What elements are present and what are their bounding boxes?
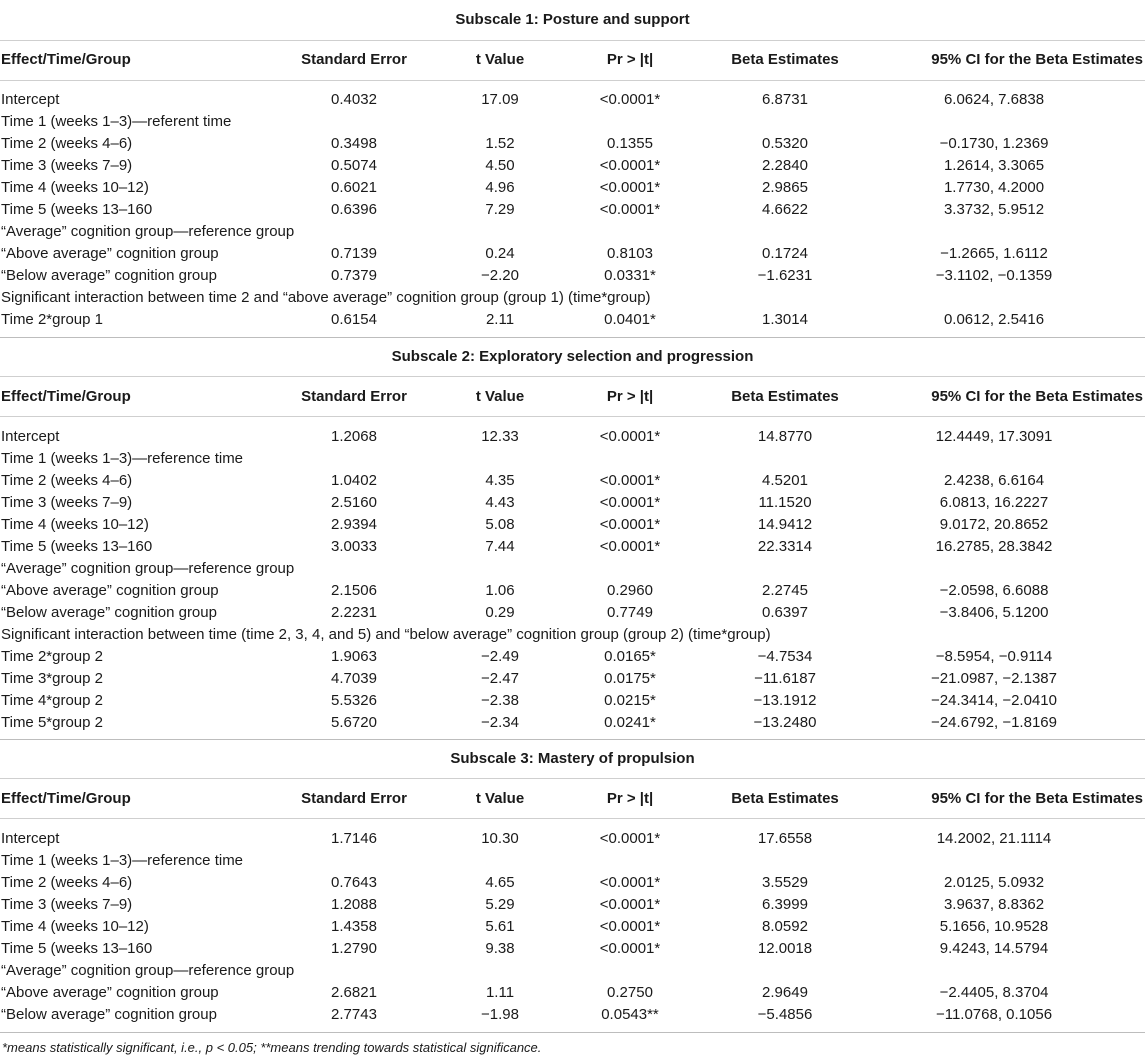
cell-p: 0.0543** [601,1006,659,1023]
cell-effect: “Below average” cognition group [1,267,217,284]
cell-effect: “Above average” cognition group [1,245,219,262]
footnote: *means statistically significant, i.e., p < 0.05; **means trending towards statistical significance. [2,1040,542,1055]
cell-p: <0.0001* [599,179,661,196]
table-row [0,221,1145,243]
cell-effect: Time 5*group 2 [1,714,103,731]
table-row [0,426,1145,448]
cell-effect: “Average” cognition group—reference group [1,223,295,240]
table-row [0,646,1145,668]
cell-p: 0.0165* [604,648,656,665]
col-ci: 95% CI for the Beta Estimates [931,790,1143,807]
cell-effect: Time 2*group 1 [1,311,103,328]
cell-ci: 2.4238, 6.6164 [943,472,1045,489]
table-row [0,155,1145,177]
table-row [0,287,1145,309]
col-effect: Effect/Time/Group [1,388,131,405]
cell-effect: “Below average” cognition group [1,1006,217,1023]
cell-beta: 6.3999 [762,896,808,913]
cell-effect: Intercept [1,428,60,445]
cell-beta: 6.8731 [762,91,808,108]
col-beta: Beta Estimates [731,790,839,807]
cell-beta: −5.4856 [757,1006,813,1023]
cell-ci: −3.8406, 5.1200 [939,604,1049,621]
cell-effect: Time 1 (weeks 1–3)—referent time [1,113,232,130]
table-row [0,828,1145,850]
cell-se: 3.0033 [331,538,377,555]
cell-p: 0.8103 [607,245,653,262]
cell-p: 0.2750 [607,984,653,1001]
table-row [0,199,1145,221]
cell-effect: Time 4 (weeks 10–12) [1,516,149,533]
table-row [0,309,1145,331]
cell-ci: 1.2614, 3.3065 [943,157,1045,174]
cell-p: <0.0001* [599,874,661,891]
table-row [0,558,1145,580]
col-p: Pr > |t| [606,51,654,68]
cell-p: <0.0001* [599,472,661,489]
divider [0,376,1145,377]
cell-p: <0.0001* [599,830,661,847]
cell-effect: “Below average” cognition group [1,604,217,621]
col-ci: 95% CI for the Beta Estimates [931,51,1143,68]
cell-p: <0.0001* [599,494,661,511]
cell-se: 2.2231 [331,604,377,621]
col-beta: Beta Estimates [731,51,839,68]
cell-ci: −2.0598, 6.6088 [939,582,1049,599]
cell-ci: −24.6792, −1.8169 [931,714,1057,731]
cell-p: 0.0175* [604,670,656,687]
cell-ci: 12.4449, 17.3091 [935,428,1053,445]
cell-effect: “Average” cognition group—reference group [1,962,295,979]
cell-beta: 0.5320 [762,135,808,152]
cell-p: 0.2960 [607,582,653,599]
cell-se: 5.5326 [331,692,377,709]
cell-se: 0.3498 [331,135,377,152]
cell-p: 0.0241* [604,714,656,731]
cell-se: 0.6396 [331,201,377,218]
cell-se: 1.2790 [331,940,377,957]
table-row [0,872,1145,894]
col-se: Standard Error [301,388,407,405]
cell-ci: 5.1656, 10.9528 [939,918,1049,935]
cell-beta: 0.6397 [762,604,808,621]
cell-beta: 4.6622 [762,201,808,218]
table-row [0,894,1145,916]
col-t: t Value [475,790,525,807]
cell-t: 5.29 [485,896,515,913]
table-row [0,960,1145,982]
divider [0,337,1145,338]
cell-effect: Time 3 (weeks 7–9) [1,896,133,913]
cell-se: 2.6821 [331,984,377,1001]
cell-ci: 6.0813, 16.2227 [939,494,1049,511]
cell-ci: 9.0172, 20.8652 [939,516,1049,533]
cell-t: 10.30 [481,830,519,847]
cell-effect: Time 3 (weeks 7–9) [1,494,133,511]
cell-p: <0.0001* [599,896,661,913]
table-row [0,492,1145,514]
cell-beta: −11.6187 [754,670,816,687]
table-row [0,690,1145,712]
cell-se: 1.4358 [331,918,377,935]
cell-t: 17.09 [481,91,519,108]
cell-se: 1.9063 [331,648,377,665]
table-row [0,1004,1145,1026]
cell-p: <0.0001* [599,428,661,445]
cell-beta: −13.2480 [753,714,817,731]
cell-p: <0.0001* [599,538,661,555]
cell-beta: 4.5201 [762,472,808,489]
cell-t: 4.96 [485,179,515,196]
cell-effect: “Above average” cognition group [1,984,219,1001]
col-se: Standard Error [301,790,407,807]
table-row [0,712,1145,734]
divider [0,739,1145,740]
cell-ci: 6.0624, 7.6838 [943,91,1045,108]
subscale-2-title: Subscale 2: Exploratory selection and progression [391,348,754,365]
divider [0,416,1145,417]
cell-effect: “Average” cognition group—reference group [1,560,295,577]
col-ci: 95% CI for the Beta Estimates [931,388,1143,405]
divider [0,80,1145,81]
cell-effect: Time 5 (weeks 13–160 [1,201,153,218]
cell-t: 0.29 [485,604,515,621]
cell-effect: Significant interaction between time (time 2, 3, 4, and 5) and “below average” cognition group (group 2) (time*group) [1,626,771,643]
cell-beta: 2.2840 [762,157,808,174]
cell-ci: 1.7730, 4.2000 [943,179,1045,196]
cell-effect: Time 3 (weeks 7–9) [1,157,133,174]
cell-p: 0.0331* [604,267,656,284]
cell-beta: 11.1520 [758,494,812,511]
cell-beta: 14.8770 [757,428,813,445]
cell-se: 0.6021 [331,179,377,196]
cell-se: 1.2088 [331,896,377,913]
cell-se: 0.5074 [331,157,377,174]
cell-effect: Time 2 (weeks 4–6) [1,874,133,891]
cell-effect: Intercept [1,830,60,847]
cell-p: <0.0001* [599,516,661,533]
cell-t: 4.50 [485,157,515,174]
cell-se: 0.4032 [331,91,377,108]
cell-beta: 17.6558 [757,830,813,847]
col-effect: Effect/Time/Group [1,790,131,807]
cell-effect: Time 2 (weeks 4–6) [1,135,133,152]
cell-effect: Intercept [1,91,60,108]
cell-ci: −11.0768, 0.1056 [935,1006,1053,1023]
cell-ci: −2.4405, 8.3704 [939,984,1049,1001]
cell-t: 12.33 [481,428,519,445]
cell-t: 7.29 [485,201,515,218]
cell-t: 5.61 [485,918,515,935]
col-t: t Value [475,51,525,68]
table-row [0,624,1145,646]
cell-t: 5.08 [485,516,515,533]
cell-t: 4.65 [485,874,515,891]
cell-ci: −24.3414, −2.0410 [931,692,1057,709]
cell-beta: 2.9649 [762,984,808,1001]
cell-t: −2.38 [481,692,519,709]
cell-ci: 2.0125, 5.0932 [943,874,1045,891]
cell-beta: 14.9412 [757,516,813,533]
table-row [0,536,1145,558]
cell-t: 9.38 [485,940,515,957]
cell-se: 2.5160 [331,494,377,511]
table-row [0,602,1145,624]
cell-effect: “Above average” cognition group [1,582,219,599]
col-t: t Value [475,388,525,405]
table-row [0,938,1145,960]
cell-se: 2.7743 [331,1006,377,1023]
divider [0,818,1145,819]
cell-se: 1.2068 [331,428,377,445]
cell-effect: Time 3*group 2 [1,670,103,687]
cell-t: 0.24 [485,245,515,262]
cell-p: 0.0215* [604,692,656,709]
cell-beta: −4.7534 [757,648,813,665]
cell-effect: Time 4 (weeks 10–12) [1,179,149,196]
cell-ci: −8.5954, −0.9114 [935,648,1053,665]
cell-t: −2.47 [481,670,519,687]
cell-ci: 9.4243, 14.5794 [939,940,1049,957]
cell-p: <0.0001* [599,91,661,108]
table-row [0,850,1145,872]
cell-effect: Time 4 (weeks 10–12) [1,918,149,935]
subscale-3-title: Subscale 3: Mastery of propulsion [450,750,695,767]
cell-p: 0.1355 [607,135,653,152]
table-row [0,89,1145,111]
cell-se: 2.9394 [331,516,377,533]
cell-p: 0.0401* [604,311,656,328]
table-row [0,133,1145,155]
cell-effect: Time 1 (weeks 1–3)—reference time [1,450,244,467]
cell-effect: Time 2*group 2 [1,648,103,665]
col-p: Pr > |t| [606,388,654,405]
col-beta: Beta Estimates [731,388,839,405]
cell-t: 2.11 [485,311,515,328]
cell-se: 0.7379 [331,267,377,284]
cell-se: 0.6154 [331,311,377,328]
cell-ci: −0.1730, 1.2369 [939,135,1049,152]
cell-effect: Time 1 (weeks 1–3)—reference time [1,852,244,869]
cell-effect: Time 5 (weeks 13–160 [1,940,153,957]
cell-t: −2.20 [481,267,519,284]
table-row [0,470,1145,492]
cell-se: 0.7643 [331,874,377,891]
header-row [0,49,1145,71]
table-row [0,243,1145,265]
cell-p: <0.0001* [599,201,661,218]
cell-t: 4.43 [485,494,515,511]
table-row [0,982,1145,1004]
table-row [0,177,1145,199]
cell-p: <0.0001* [599,157,661,174]
cell-t: 1.11 [485,984,515,1001]
cell-beta: 2.2745 [762,582,808,599]
cell-effect: Time 2 (weeks 4–6) [1,472,133,489]
cell-ci: 3.3732, 5.9512 [943,201,1045,218]
subscale-1-title: Subscale 1: Posture and support [455,11,690,28]
table-row [0,448,1145,470]
cell-ci: 3.9637, 8.8362 [943,896,1045,913]
divider [0,40,1145,41]
cell-se: 1.0402 [331,472,377,489]
cell-beta: 8.0592 [762,918,808,935]
cell-t: −2.34 [481,714,519,731]
cell-t: 4.35 [485,472,515,489]
cell-beta: 2.9865 [762,179,808,196]
table-row [0,265,1145,287]
cell-effect: Time 5 (weeks 13–160 [1,538,153,555]
table-row [0,580,1145,602]
cell-beta: 1.3014 [762,311,808,328]
header-row [0,386,1145,408]
cell-beta: 0.1724 [762,245,808,262]
cell-t: −1.98 [481,1006,519,1023]
cell-beta: 3.5529 [762,874,808,891]
cell-p: <0.0001* [599,918,661,935]
cell-beta: 12.0018 [757,940,813,957]
cell-t: 7.44 [485,538,515,555]
cell-se: 0.7139 [331,245,377,262]
divider [0,1032,1145,1033]
col-p: Pr > |t| [606,790,654,807]
cell-p: 0.7749 [607,604,653,621]
table-row [0,514,1145,536]
cell-effect: Time 4*group 2 [1,692,103,709]
table-row [0,111,1145,133]
cell-beta: −13.1912 [753,692,817,709]
cell-t: −2.49 [481,648,519,665]
cell-ci: −21.0987, −2.1387 [931,670,1057,687]
cell-se: 4.7039 [331,670,377,687]
cell-se: 5.6720 [331,714,377,731]
cell-t: 1.06 [485,582,515,599]
cell-ci: −3.1102, −0.1359 [935,267,1053,284]
cell-effect: Significant interaction between time 2 and “above average” cognition group (group 1) (time*group) [1,289,651,306]
cell-beta: 22.3314 [757,538,813,555]
cell-beta: −1.6231 [757,267,813,284]
cell-ci: 16.2785, 28.3842 [935,538,1053,555]
cell-p: <0.0001* [599,940,661,957]
cell-se: 1.7146 [331,830,377,847]
col-effect: Effect/Time/Group [1,51,131,68]
cell-ci: −1.2665, 1.6112 [940,245,1048,262]
cell-ci: 0.0612, 2.5416 [943,311,1045,328]
divider [0,778,1145,779]
cell-ci: 14.2002, 21.1114 [936,830,1052,847]
cell-t: 1.52 [485,135,515,152]
table-row [0,668,1145,690]
cell-se: 2.1506 [331,582,377,599]
header-row [0,788,1145,810]
table-row [0,916,1145,938]
col-se: Standard Error [301,51,407,68]
